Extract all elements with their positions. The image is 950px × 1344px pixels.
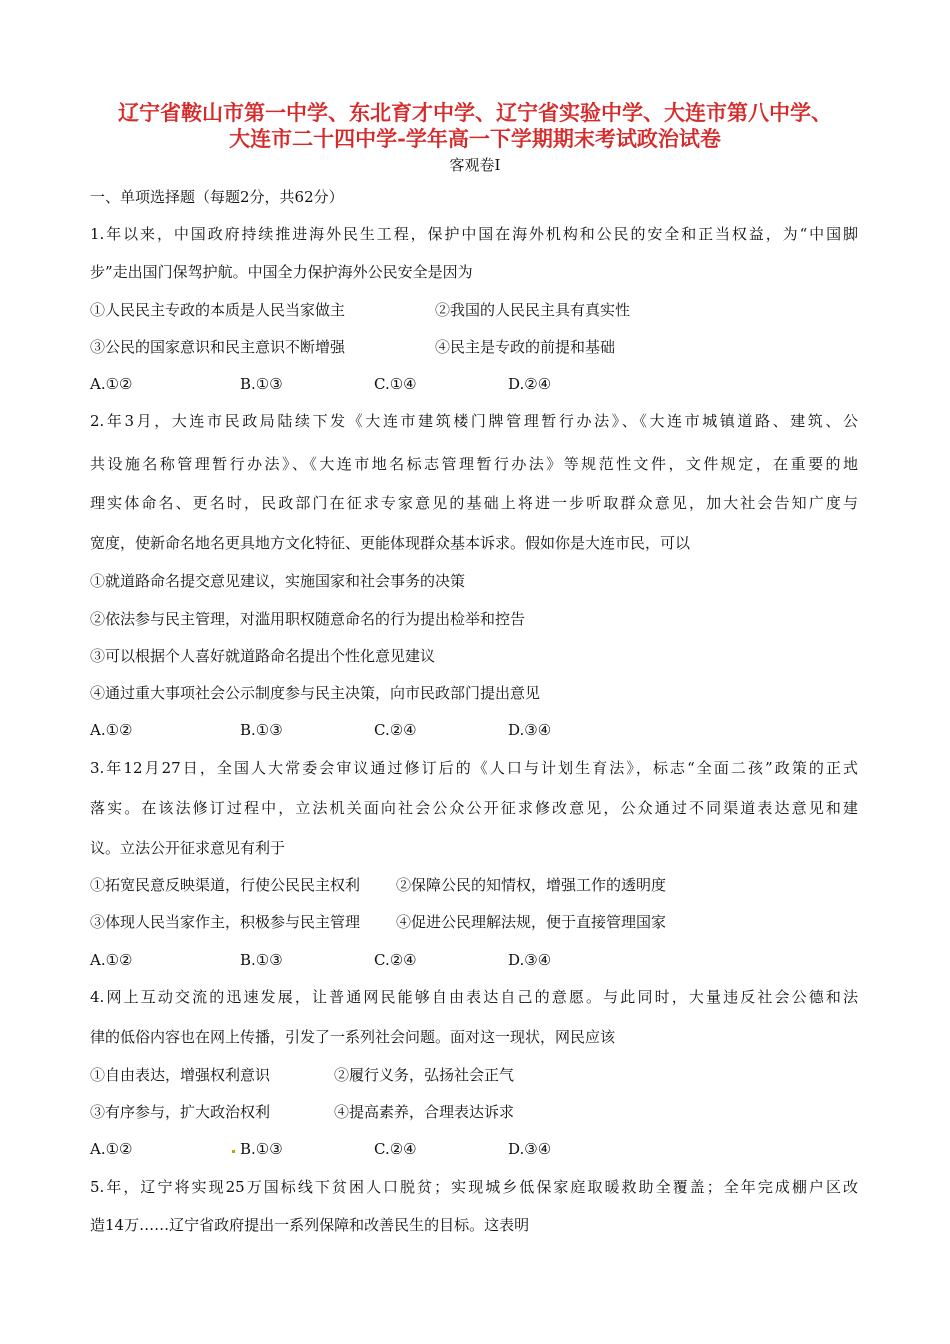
q4-statement-row-2 — [90, 1101, 514, 1123]
q3-options — [90, 949, 551, 971]
q1-option-c[interactable]: C.①④ — [374, 375, 417, 393]
decorative-dot — [232, 1150, 235, 1153]
q4-stem-line-2: 律的低俗内容也在网上传播，引发了一系列社会问题。面对这一现状，网民应该 — [90, 1028, 616, 1046]
q1-statement-2: ②我国的人民民主具有真实性 — [435, 301, 631, 319]
q2-stem-line-3: 理实体命名、更名时，民政部门在征求专家意见的基础上将进一步听取群众意见，加大社会告知广度与 — [90, 494, 858, 512]
q5-stem-line-2: 造14万……辽宁省政府提出一系列保障和改善民生的目标。这表明 — [90, 1216, 530, 1234]
q4-option-b[interactable]: B.①③ — [240, 1140, 283, 1158]
q1-statement-3: ③公民的国家意识和民主意识不断增强 — [90, 338, 346, 356]
exam-subtitle: 客观卷Ⅰ — [449, 156, 501, 174]
q4-statement-3: ③有序参与，扩大政治权利 — [90, 1103, 271, 1121]
q3-stem-line-2: 落实。在该法修订过程中，立法机关面向社会公众公开征求修改意见，公众通过不同渠道表达意见和建 — [90, 799, 858, 817]
exam-title-line-1: 辽宁省鞍山市第一中学、东北育才中学、辽宁省实验中学、大连市第八中学、 — [118, 100, 832, 125]
q3-statement-1: ①拓宽民意反映渠道，行使公民民主权利 — [90, 876, 361, 894]
q1-option-a[interactable]: A.①② — [90, 375, 133, 393]
q3-option-b[interactable]: B.①③ — [240, 951, 283, 969]
q3-option-a[interactable]: A.①② — [90, 951, 133, 969]
q5-stem-line-1: 5.年，辽宁将实现25万国标线下贫困人口脱贫；实现城乡低保家庭取暖救助全覆盖；全年完成棚户区改 — [90, 1178, 858, 1196]
q1-statement-row-2 — [90, 336, 615, 358]
q4-statement-2: ②履行义务，弘扬社会正气 — [334, 1066, 515, 1084]
q2-statement-2: ②依法参与民主管理，对滥用职权随意命名的行为提出检举和控告 — [90, 610, 526, 628]
q2-option-d[interactable]: D.③④ — [508, 721, 552, 739]
q2-statement-1: ①就道路命名提交意见建议，实施国家和社会事务的决策 — [90, 572, 466, 590]
q3-statement-3: ③体现人民当家作主，积极参与民主管理 — [90, 913, 361, 931]
q3-statement-row-2 — [90, 911, 666, 933]
q3-option-c[interactable]: C.②④ — [374, 951, 417, 969]
q3-option-d[interactable]: D.③④ — [508, 951, 552, 969]
q3-stem-line-3: 议。立法公开征求意见有利于 — [90, 839, 286, 857]
q4-option-d[interactable]: D.③④ — [508, 1140, 552, 1158]
q1-option-b[interactable]: B.①③ — [240, 375, 283, 393]
q1-options — [90, 373, 551, 395]
q4-option-c[interactable]: C.②④ — [374, 1140, 417, 1158]
q4-option-a[interactable]: A.①② — [90, 1140, 133, 1158]
q3-stem-line-1: 3.年12月27日，全国人大常委会审议通过修订后的《人口与计划生育法》，标志“全面二孩”政策的正式 — [90, 759, 858, 777]
q3-statement-row-1 — [90, 874, 666, 896]
q1-statement-row-1 — [90, 299, 630, 321]
q4-statement-1: ①自由表达，增强权利意识 — [90, 1066, 271, 1084]
exam-title-line-2: 大连市二十四中学-学年高一下学期期末考试政治试卷 — [229, 126, 721, 151]
q1-option-d[interactable]: D.②④ — [508, 375, 552, 393]
section-heading: 一、单项选择题（每题2分，共62分） — [90, 188, 344, 206]
q2-option-b[interactable]: B.①③ — [240, 721, 283, 739]
q2-option-a[interactable]: A.①② — [90, 721, 133, 739]
q3-statement-2: ②保障公民的知情权，增强工作的透明度 — [396, 876, 667, 894]
q1-stem-line-1: 1.年以来，中国政府持续推进海外民生工程，保护中国在海外机构和公民的安全和正当权益，为“中国脚 — [90, 225, 858, 243]
q4-stem-line-1: 4.网上互动交流的迅速发展，让普通网民能够自由表达自己的意愿。与此同时，大量违反社会公德和法 — [90, 988, 858, 1006]
q2-statement-3: ③可以根据个人喜好就道路命名提出个性化意见建议 — [90, 647, 436, 665]
q4-options — [90, 1138, 551, 1160]
q2-option-c[interactable]: C.②④ — [374, 721, 417, 739]
q2-options — [90, 719, 551, 741]
q4-statement-row-1 — [90, 1064, 514, 1086]
q2-stem-line-2: 共设施名称管理暂行办法》、《大连市地名标志管理暂行办法》等规范性文件，文件规定，在重要的地 — [90, 455, 858, 473]
q3-statement-4: ④促进公民理解法规，便于直接管理国家 — [396, 913, 667, 931]
q2-statement-4: ④通过重大事项社会公示制度参与民主决策，向市民政部门提出意见 — [90, 684, 541, 702]
q2-stem-line-1: 2.年3月，大连市民政局陆续下发《大连市建筑楼门牌管理暂行办法》、《大连市城镇道路、建筑、公 — [90, 412, 858, 430]
q4-statement-4: ④提高素养，合理表达诉求 — [334, 1103, 515, 1121]
q1-statement-4: ④民主是专政的前提和基础 — [435, 338, 616, 356]
q1-stem-line-2: 步”走出国门保驾护航。中国全力保护海外公民安全是因为 — [90, 263, 473, 281]
q2-stem-line-4: 宽度，使新命名地名更具地方文化特征、更能体现群众基本诉求。假如你是大连市民，可以 — [90, 534, 691, 552]
q1-statement-1: ①人民民主专政的本质是人民当家做主 — [90, 301, 346, 319]
